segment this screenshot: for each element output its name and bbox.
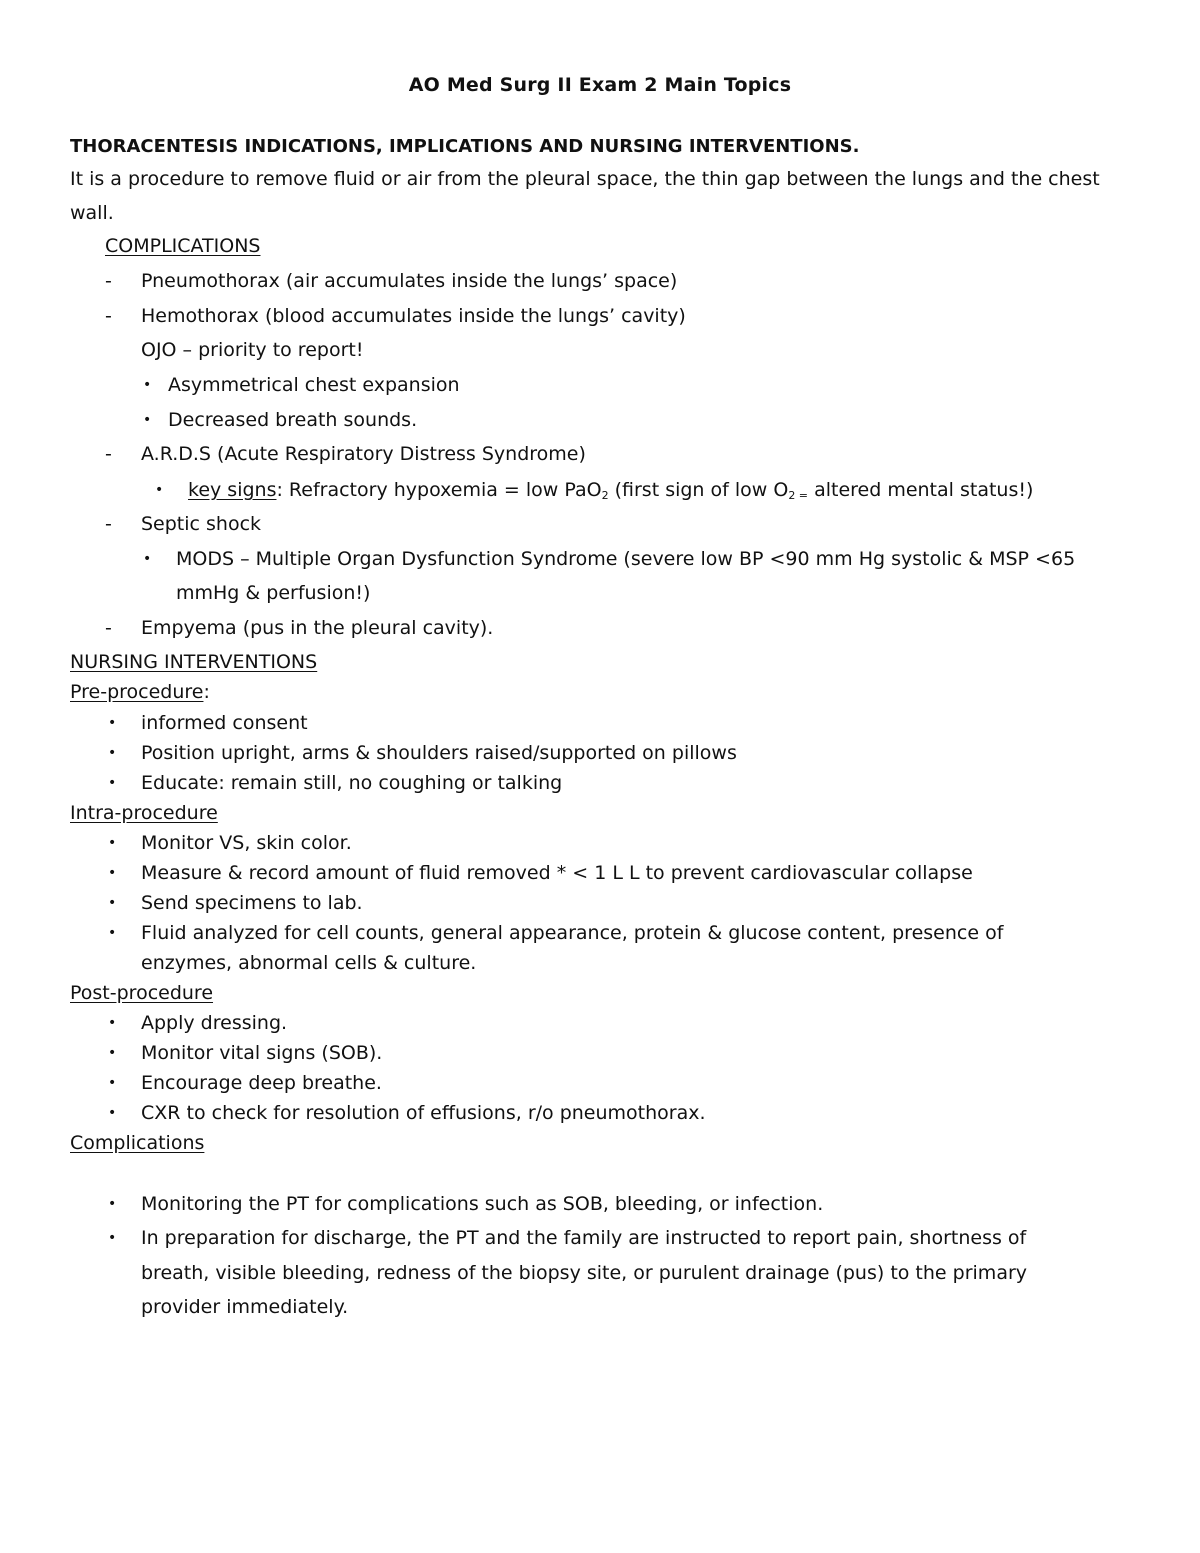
key-signs-text: : Refractory hypoxemia = low PaO xyxy=(276,479,602,501)
complications-subheading: Complications xyxy=(70,1132,205,1154)
list-item: In preparation for discharge, the PT and the family are instructed to report pain, shortness of xyxy=(141,1227,1027,1249)
complications-heading: COMPLICATIONS xyxy=(105,235,261,257)
list-item: Educate: remain still, no coughing or talking xyxy=(141,772,563,794)
bullet-marker: • xyxy=(143,412,152,428)
list-item-cont: enzymes, abnormal cells & culture. xyxy=(141,952,477,974)
list-item: Monitoring the PT for complications such as SOB, bleeding, or infection. xyxy=(141,1193,824,1215)
document-title: AO Med Surg II Exam 2 Main Topics xyxy=(408,74,792,96)
bullet-marker: • xyxy=(108,1105,117,1121)
intro-paragraph: It is a procedure to remove fluid or air from the pleural space, the thin gap between the lungs and the chest wall. xyxy=(70,168,1100,224)
section-heading: THORACENTESIS INDICATIONS, IMPLICATIONS AND NURSING INTERVENTIONS. xyxy=(70,136,860,157)
bullet-marker: • xyxy=(155,482,164,498)
bullet-marker: • xyxy=(108,1196,117,1212)
list-item-decreased: Decreased breath sounds. xyxy=(168,409,418,431)
post-procedure-heading: Post-procedure xyxy=(70,982,214,1004)
bullet-marker: • xyxy=(108,895,117,911)
intra-procedure-heading: Intra-procedure xyxy=(70,802,218,824)
colon: : xyxy=(203,681,210,703)
key-signs-end: altered mental status!) xyxy=(808,479,1034,501)
key-signs-label: key signs xyxy=(188,479,277,501)
list-item-mods-cont: mmHg & perfusion!) xyxy=(176,582,371,604)
key-signs-line xyxy=(188,478,1033,508)
list-item: Fluid analyzed for cell counts, general appearance, protein & glucose content, presence of xyxy=(141,922,1004,944)
list-item-empyema: Empyema (pus in the pleural cavity). xyxy=(141,617,494,639)
list-item: Apply dressing. xyxy=(141,1012,288,1034)
bullet-marker: • xyxy=(108,835,117,851)
bullet-marker: • xyxy=(108,745,117,761)
bullet-marker: • xyxy=(143,551,152,567)
bullet-marker: • xyxy=(108,1015,117,1031)
bullet-marker: • xyxy=(108,775,117,791)
list-item: Monitor vital signs (SOB). xyxy=(141,1042,383,1064)
list-item-cont: provider immediately. xyxy=(141,1296,349,1318)
list-item: Send specimens to lab. xyxy=(141,892,363,914)
dash-marker: - xyxy=(105,443,112,465)
key-signs-mid: (first sign of low O xyxy=(608,479,789,501)
list-item: Position upright, arms & shoulders raised/supported on pillows xyxy=(141,742,737,764)
subscript: 2 xyxy=(601,489,609,502)
dash-marker: - xyxy=(105,305,112,327)
pre-procedure-label: Pre-procedure xyxy=(70,681,204,703)
bullet-marker: • xyxy=(108,865,117,881)
list-item: Measure & record amount of fluid removed * < 1 L L to prevent cardiovascular collapse xyxy=(141,862,973,884)
list-item-cont: breath, visible bleeding, redness of the biopsy site, or purulent drainage (pus) to the primary xyxy=(141,1262,1028,1284)
list-item: informed consent xyxy=(141,712,308,734)
list-item: Monitor VS, skin color. xyxy=(141,832,352,854)
dash-marker: - xyxy=(105,513,112,535)
bullet-marker: • xyxy=(143,377,152,393)
bullet-marker: • xyxy=(108,715,117,731)
nursing-heading: NURSING INTERVENTIONS xyxy=(70,651,318,673)
bullet-marker: • xyxy=(108,925,117,941)
bullet-marker: • xyxy=(108,1045,117,1061)
list-item-ards: A.R.D.S (Acute Respiratory Distress Syndrome) xyxy=(141,443,586,465)
list-item-septic: Septic shock xyxy=(141,513,262,535)
subscript: 2 = xyxy=(788,489,809,502)
ojo-note: OJO – priority to report! xyxy=(141,339,364,361)
dash-marker: - xyxy=(105,270,112,292)
list-item-hemothorax: Hemothorax (blood accumulates inside the lungs’ cavity) xyxy=(141,305,686,327)
pre-procedure-heading xyxy=(70,680,210,704)
list-item: CXR to check for resolution of effusions, r/o pneumothorax. xyxy=(141,1102,706,1124)
list-item-pneumothorax: Pneumothorax (air accumulates inside the lungs’ space) xyxy=(141,270,678,292)
list-item: Encourage deep breathe. xyxy=(141,1072,382,1094)
list-item-mods: MODS – Multiple Organ Dysfunction Syndrome (severe low BP <90 mm Hg systolic & MSP <65 xyxy=(176,548,1076,570)
dash-marker: - xyxy=(105,617,112,639)
bullet-marker: • xyxy=(108,1075,117,1091)
list-item-asymmetrical: Asymmetrical chest expansion xyxy=(168,374,460,396)
bullet-marker: • xyxy=(108,1230,117,1246)
